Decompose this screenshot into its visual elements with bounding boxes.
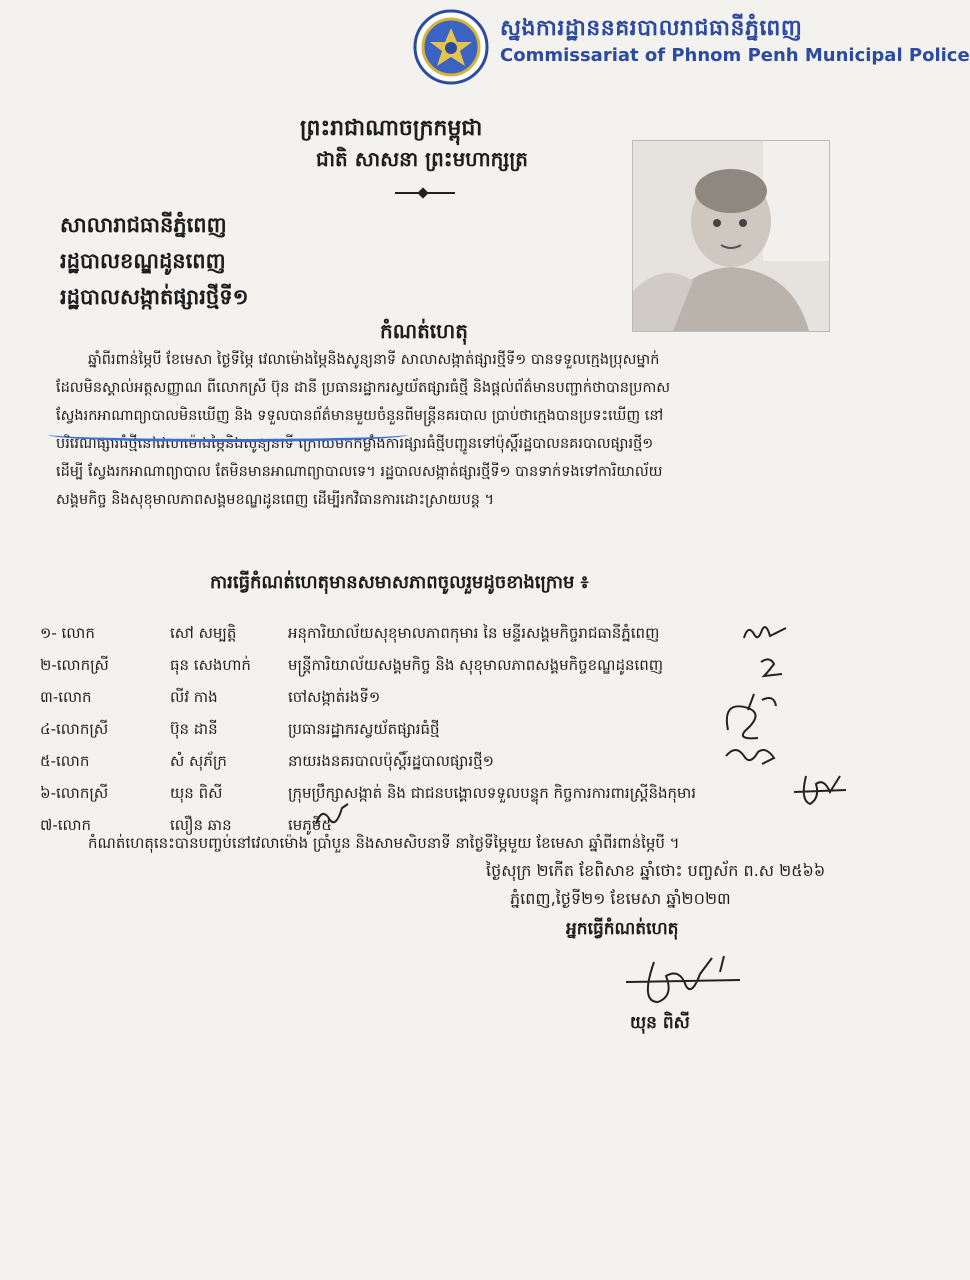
member-name: លឿន ឆាន: [170, 816, 232, 834]
member-number: ៧-លោក: [40, 816, 92, 834]
member-role: មេភូមិ៥: [288, 816, 332, 834]
member-number: ២-លោកស្រី: [40, 656, 109, 674]
pen-underline-mark: [48, 427, 408, 442]
header-org-english: Commissariat of Phnom Penh Municipal Police: [500, 45, 970, 66]
recorder-label: អ្នកធ្វើកំណត់ហេតុ: [566, 919, 679, 939]
body-line: ដែលមិនស្គាល់អត្តសញ្ញាណ ពីលោកស្រី ប៊ុន ដានី ប្រធានរដ្ឋាករស្វយ័តផ្សារធំថ្មី និងផ្តល់ព័ត៌មានបញ្ជាក់ថាបានប្រកាស: [56, 380, 671, 396]
member-name: សំ សុភ័ក្រ: [170, 752, 227, 770]
member-number: ៤-លោកស្រី: [40, 720, 109, 738]
closing-statement: កំណត់ហេតុនេះបានបញ្ចប់នៅវេលាម៉ោង ប្រាំបួន និងសាមសិបនាទី នាថ្ងៃទីម្ភៃមួយ ខែមេសា ឆ្នាំពីរពាន់ម្ភៃបី ។: [88, 834, 680, 852]
member-role: នាយរងនគរបាលប៉ុស្តិ៍រដ្ឋបាលផ្សារថ្មី១: [288, 752, 495, 770]
signature-mark: [312, 800, 352, 832]
member-number: ១- លោក: [40, 624, 95, 642]
member-role: អនុការិយាល័យសុខុមាលភាពកុមារ នៃ មន្ទីរសង្គមកិច្ចរាជធានីភ្នំពេញ: [288, 624, 660, 642]
body-line: ស្វែងរកអាណាព្យាបាលមិនឃើញ និង ទទួលបានព័ត៌មានមួយចំនួនពីមន្ត្រីនគរបាល ប្រាប់ថាក្មេងបានប្រទះឃើញ នៅ: [56, 408, 664, 424]
recorder-name: យុន ពិសី: [630, 1013, 690, 1033]
body-line: បរិវេណផ្សារធំថ្មីនៅវេលាម៉ោងម្ភៃនិងសូន្យនាទី ក្រោយមកកម្លាំងការផ្សារធំថ្មីបញ្ជូនទៅប៉ុស្តិ៍រដ្ឋបាលនគរបាលផ្សារថ្មី១: [56, 436, 654, 452]
child-photo-icon: [632, 140, 830, 332]
issuer-line-1: សាលារាជធានីភ្នំពេញ: [60, 213, 227, 237]
member-role: ចៅសង្កាត់រងទី១: [288, 688, 381, 706]
member-name: ធុន សេងហាក់: [170, 656, 251, 674]
member-role: ក្រុមប្រឹក្សាសង្កាត់ និង ជាជនបង្គោលទទួលបន្ទុក កិច្ចការការពារស្ត្រីនិងកុមារ: [288, 784, 697, 802]
date-solar: ភ្នំពេញ,ថ្ងៃទី២១ ខែមេសា ឆ្នាំ២០២៣: [510, 889, 731, 908]
member-number: ៦-លោកស្រី: [40, 784, 109, 802]
national-motto: ជាតិ សាសនា ព្រះមហាក្សត្រ: [316, 147, 528, 171]
member-name: សៅ សម្បត្តិ: [170, 624, 237, 642]
member-role: មន្ត្រីការិយាល័យសង្គមកិច្ច និង សុខុមាលភាពសង្គមកិច្ចខណ្ឌដូនពេញ: [288, 656, 664, 674]
date-lunar: ថ្ងៃសុក្រ ២កើត ខែពិសាខ ឆ្នាំថោះ បញ្ចស័ក ព.ស ២៥៦៦: [486, 861, 826, 880]
police-emblem-icon: [412, 8, 490, 86]
recorder-signature: [620, 952, 750, 1012]
section-title: ការធ្វើកំណត់ហេតុមានសមាសភាពចូលរួមដូចខាងក្រោម ៖: [210, 572, 589, 593]
issuer-line-2: រដ្ឋបាលខណ្ឌដូនពេញ: [60, 249, 226, 273]
member-number: ៥-លោក: [40, 752, 90, 770]
body-line: ដើម្បី ស្វែងរកអាណាព្យាបាល តែមិនមានអាណាព្យាបាលទេ។ រដ្ឋបាលសង្កាត់ផ្សារថ្មីទី១ បានទាក់ទងទៅការិយាល័យ: [56, 464, 663, 480]
member-name: ប៊ុន ដានី: [170, 720, 218, 738]
body-line: សង្គមកិច្ច និងសុខុមាលភាពសង្គមខណ្ឌដូនពេញ ដើម្បីរកវិធានការដោះស្រាយបន្ត ។: [56, 492, 495, 508]
kingdom-title: ព្រះរាជាណាចក្រកម្ពុជា: [300, 116, 483, 141]
member-name: លីវ កាង: [170, 688, 218, 706]
ornament-divider: [395, 192, 455, 194]
body-line: ឆ្នាំពីរពាន់ម្ភៃបី ខែមេសា ថ្ងៃទីម្ភៃ វេលាម៉ោងម្ភៃនិងសូន្យនាទី សាលាសង្កាត់ផ្សារថ្មីទី១ បានទទួលក្មេងប្រុសម្នាក់: [88, 352, 660, 368]
header-org-khmer: ស្នងការដ្ឋាននគរបាលរាជធានីភ្នំពេញ: [500, 16, 803, 41]
document-title: កំណត់ហេតុ: [380, 319, 468, 343]
member-role: ប្រធានរដ្ឋាករស្វយ័តផ្សារធំថ្មី: [288, 720, 440, 738]
issuer-line-3: រដ្ឋបាលសង្កាត់ផ្សារថ្មីទី១: [60, 285, 249, 309]
signature-mark: [722, 742, 782, 772]
signature-mark: [758, 654, 788, 680]
member-name: យុន ពិសី: [170, 784, 223, 802]
member-number: ៣-លោក: [40, 688, 92, 706]
signature-mark: [790, 770, 850, 810]
signature-mark: [740, 620, 790, 648]
